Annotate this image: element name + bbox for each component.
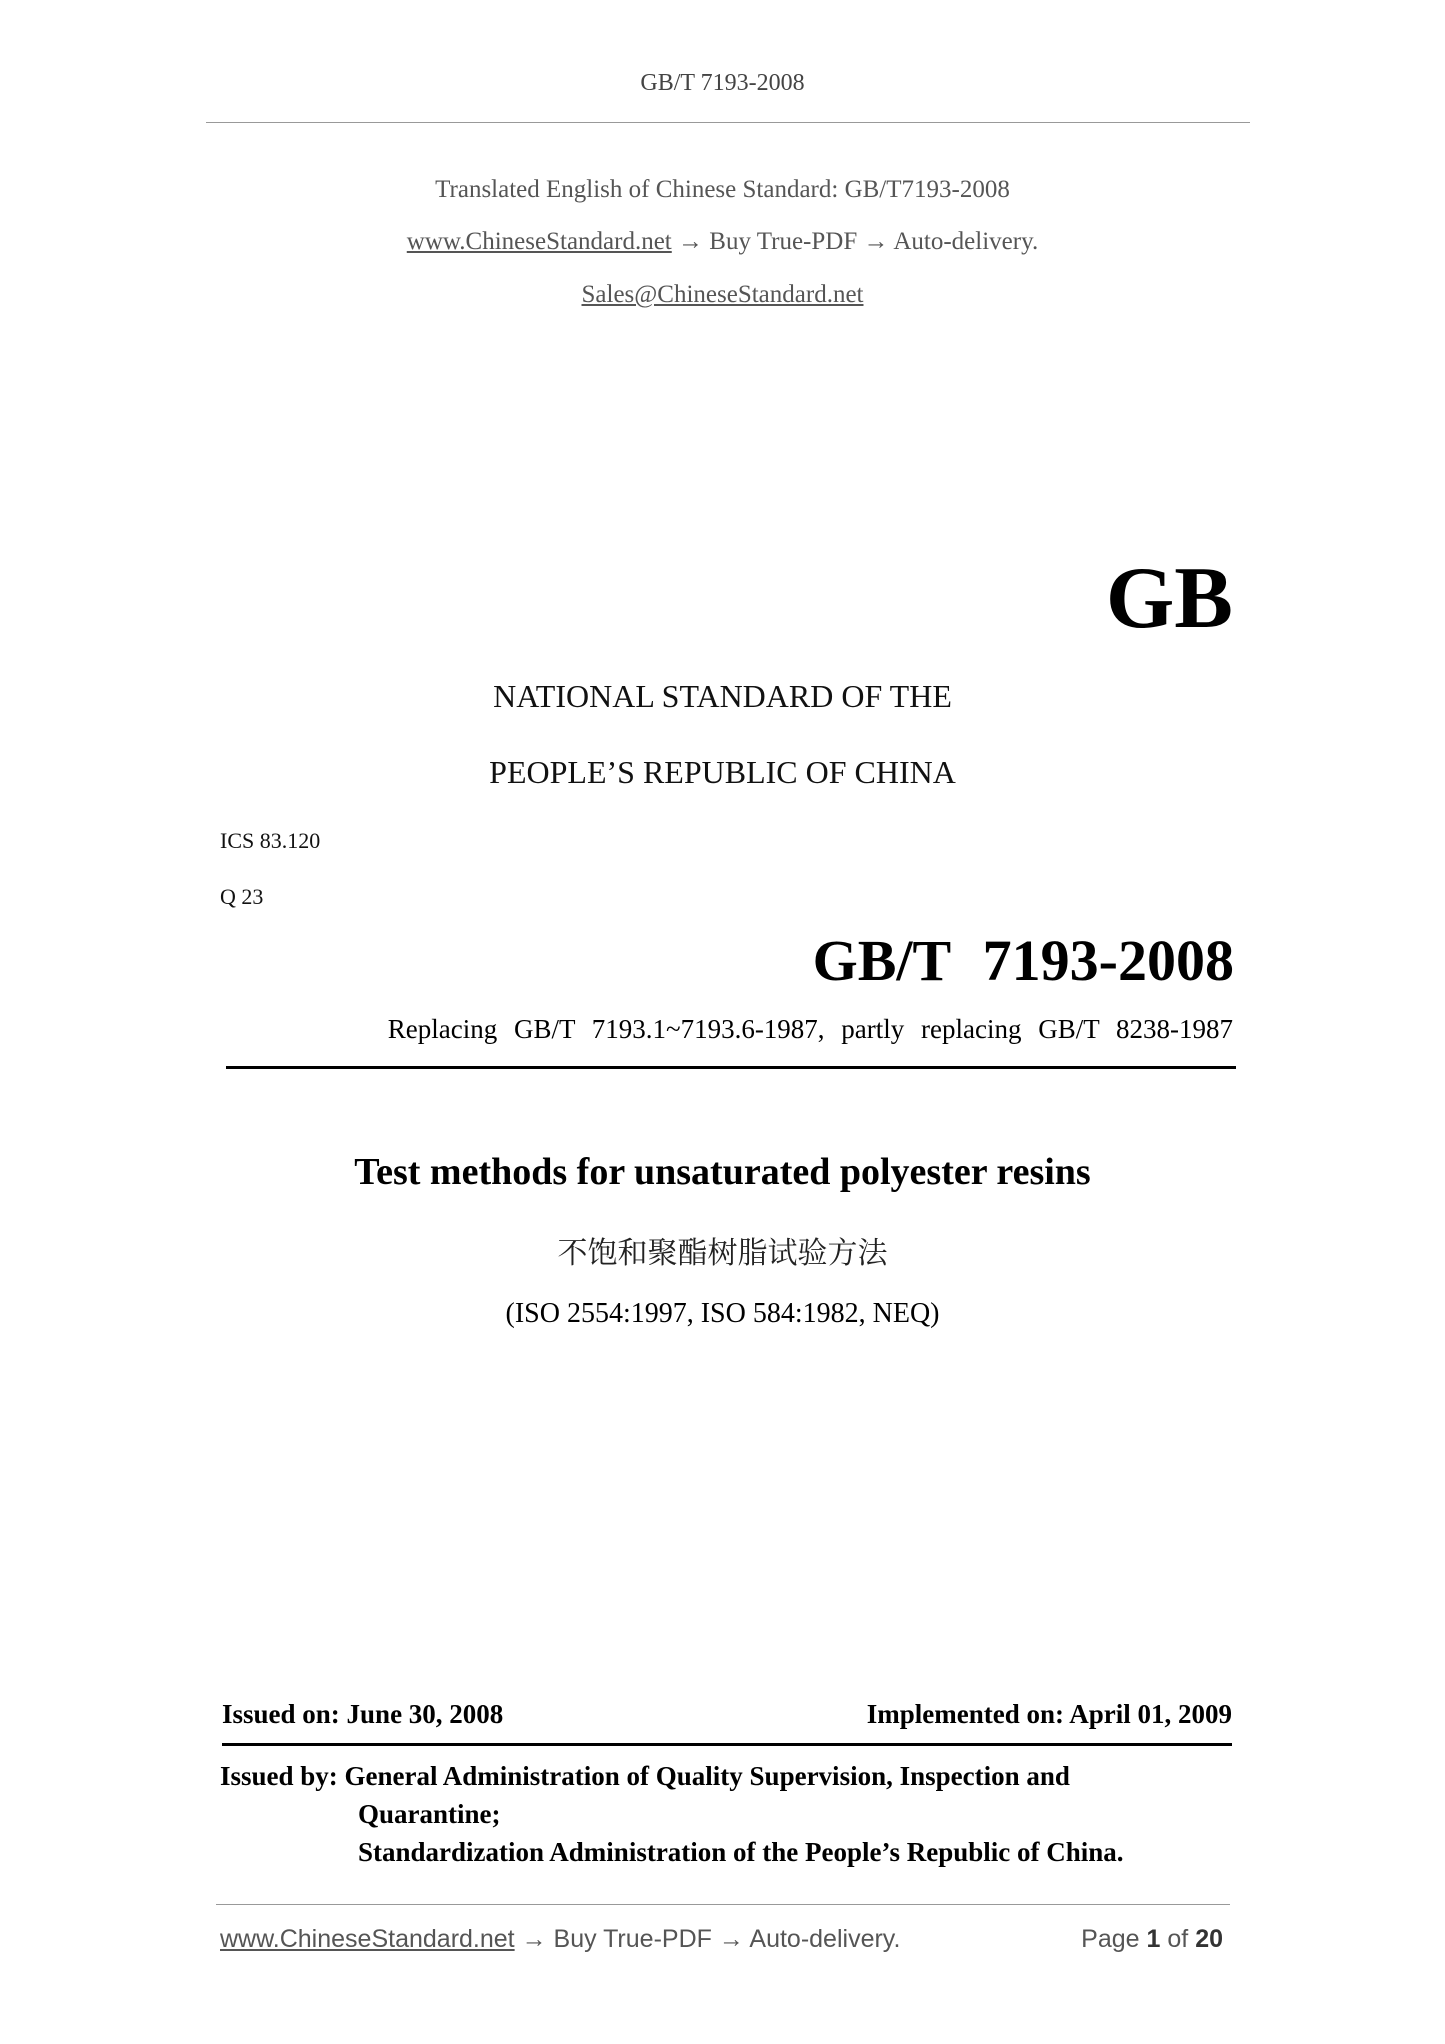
- translation-notice: Translated English of Chinese Standard: GB/T7193-2008: [435, 176, 1010, 203]
- national-title-line1: NATIONAL STANDARD OF THE: [493, 678, 952, 714]
- purchase-line: [0, 228, 1445, 256]
- issued-by-line1: Issued by: General Administration of Quality Supervision, Inspection and: [220, 1761, 1070, 1791]
- national-title-line2: PEOPLE’S REPUBLIC OF CHINA: [489, 754, 956, 790]
- page-total: 20: [1195, 1925, 1223, 1953]
- title-divider: [226, 1066, 1236, 1069]
- ccs-code: Q 23: [220, 884, 264, 909]
- implemented-on-date: Implemented on: April 01, 2009: [866, 1699, 1232, 1729]
- page-current: 1: [1146, 1925, 1161, 1953]
- footer-divider: [216, 1904, 1230, 1905]
- running-header: GB/T 7193-2008: [640, 70, 805, 96]
- footer-site-link[interactable]: www.ChineseStandard.net: [220, 1925, 515, 1953]
- footer-purchase-text: → Buy True-PDF → Auto-delivery.: [514, 1925, 901, 1953]
- document-title: Test methods for unsaturated polyester resins: [354, 1151, 1091, 1193]
- page-of: of: [1167, 1925, 1189, 1953]
- site-link[interactable]: www.ChineseStandard.net: [406, 228, 672, 255]
- header-divider: [206, 122, 1250, 123]
- gb-mark: GB: [1105, 550, 1233, 647]
- issue-divider: [222, 1743, 1232, 1746]
- issued-by-line2: Quarantine;: [358, 1799, 501, 1829]
- email-line: [0, 281, 1445, 309]
- issued-by-block: [220, 1757, 1230, 1871]
- footer-purchase-line: [220, 1925, 900, 1954]
- page-number: [1081, 1925, 1223, 1954]
- replacing-note: Replacing GB/T 7193.1~7193.6-1987, partly replacing GB/T 8238-1987: [387, 1014, 1233, 1044]
- iso-reference: (ISO 2554:1997, ISO 584:1982, NEQ): [505, 1298, 940, 1329]
- email-link[interactable]: Sales@ChineseStandard.net: [581, 281, 864, 308]
- ics-code: ICS 83.120: [220, 828, 321, 853]
- purchase-text: → Buy True-PDF → Auto-delivery.: [671, 228, 1039, 255]
- document-title-chinese: 不饱和聚酯树脂试验方法: [557, 1236, 888, 1271]
- issued-by-line3: Standardization Administration of the People’s Republic of China.: [358, 1837, 1124, 1867]
- issued-on-date: Issued on: June 30, 2008: [222, 1699, 504, 1729]
- page-label: Page: [1081, 1925, 1140, 1953]
- standard-code: GB/T 7193-2008: [812, 928, 1234, 993]
